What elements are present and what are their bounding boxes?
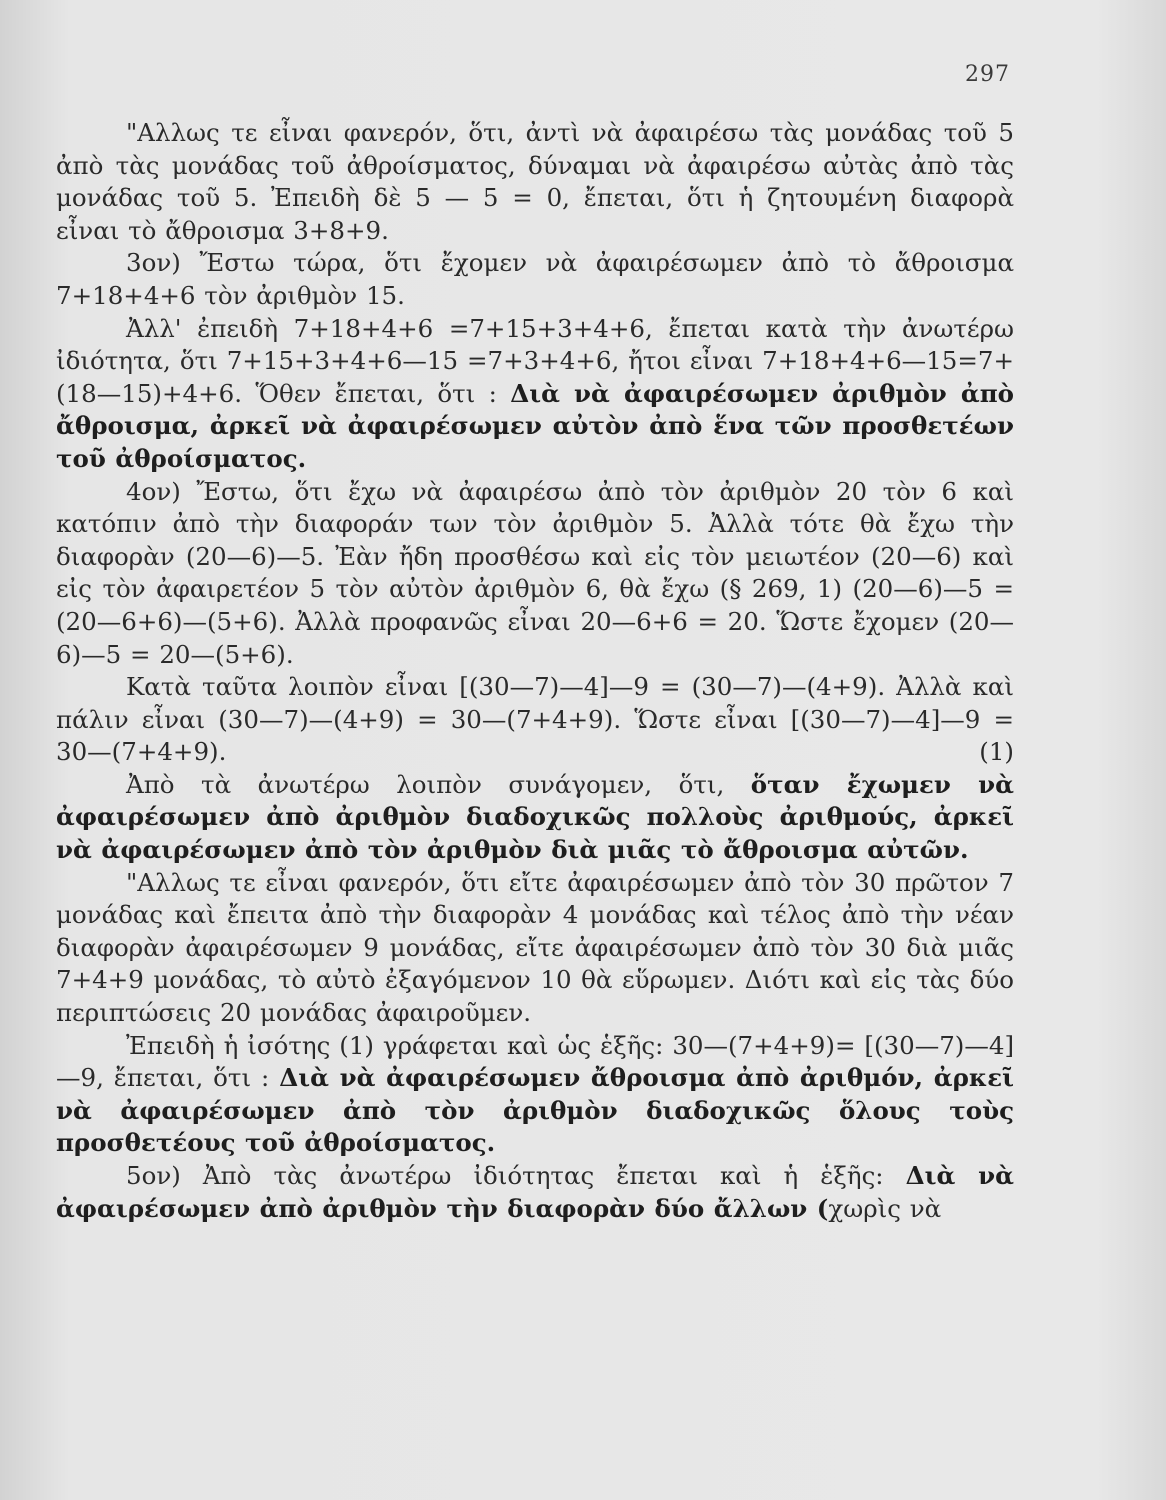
page-number: 297: [965, 62, 1010, 87]
body-text: Κατὰ ταῦτα λοιπὸν εἶναι [(30—7)—4]—9 = (30—7)—(4+9). Ἀλλὰ καὶ πάλιν εἶναι (30—7)—(4+9) = 30—(7+4+9). Ὥστε εἶναι [(30—7)—4]—9 = 30—(7+4+9).: [56, 672, 1014, 767]
paragraph: [56, 117, 1014, 247]
paragraph: [56, 313, 1014, 476]
body-text: 3ον) Ἔστω τώρα, ὅτι ἔχομεν νὰ ἀφαιρέσωμεν ἀπὸ τὸ ἄθροισμα 7+18+4+6 τὸν ἀριθμὸν 15.: [56, 248, 1014, 310]
body-text: 5ον) Ἀπὸ τὰς ἀνωτέρω ἰδιότητας ἔπεται καὶ ἡ ἑξῆς:: [126, 1161, 906, 1190]
equation-number: (1): [979, 737, 1014, 767]
paragraph: [56, 867, 1014, 1030]
bold-text: Διὰ νὰ ἀφαιρέσωμεν ἀπὸ ἀριθμὸν τὴν διαφορὰν δύο ἄλλων (: [56, 1161, 1015, 1223]
paragraph: [56, 247, 1014, 312]
paragraph: [56, 1030, 1014, 1160]
paragraph: [56, 1160, 1014, 1225]
body-text: χωρὶς νὰ: [828, 1193, 942, 1223]
body-text: Ἐπειδὴ ἡ ἰσότης (1) γράφεται καὶ ὡς ἑξῆς: 30—(7+4+9)= [(30—7)—4]—9, ἔπεται, ὅτι :: [56, 1030, 1014, 1093]
paragraph: [56, 476, 1014, 672]
body-text: 4ον) Ἔστω, ὅτι ἔχω νὰ ἀφαιρέσω ἀπὸ τὸν ἀριθμὸν 20 τὸν 6 καὶ κατόπιν ἀπὸ τὴν διαφοράν των τὸν ἀριθμὸν 5. Ἀλλὰ τότε θὰ ἔχω τὴν διαφορὰν (20—6)—5. Ἐὰν ἤδη προσθέσω καὶ εἰς τὸν μειωτέον (20—6) καὶ εἰς τὸν ἀφαιρετέον 5 τὸν αὐτὸν ἀριθμὸν 6, θὰ ἔχω (§ 269, 1) (20—6)—5 = (20—6+6)—(5+6). Ἀλλὰ προφανῶς εἶναι 20—6+6 = 20. Ὥστε ἔχομεν (20—6)—5 = 20—(5+6).: [56, 476, 1014, 669]
body-text: Ἀπὸ τὰ ἀνωτέρω λοιπὸν συνάγομεν, ὅτι,: [126, 769, 751, 799]
bold-text: Διὰ νὰ ἀφαιρέσωμεν ἄθροισμα ἀπὸ ἀριθμόν, ἀρκεῖ νὰ ἀφαιρέσωμεν ἀπὸ τὸν ἀριθμὸν διαδοχικῶς ὅλους τοὺς προσθετέους τοῦ ἀθροίσματος.: [56, 1063, 1014, 1158]
body-text: "Αλλως τε εἶναι φανερόν, ὅτι εἴτε ἀφαιρέσωμεν ἀπὸ τὸν 30 πρῶτον 7 μονάδας καὶ ἔπειτα ἀπὸ τὴν διαφορὰν 4 μονάδας καὶ τέλος ἀπὸ τὴν νέαν διαφορὰν ἀφαιρέσωμεν 9 μονάδας, εἴτε ἀφαιρέσωμεν ἀπὸ τὸν 30 διὰ μιᾶς 7+4+9 μονάδας, τὸ αὐτὸ ἐξαγόμενον 10 θὰ εὕρωμεν. Διότι καὶ εἰς τὰς δύο περιπτώσεις 20 μονάδας ἀφαιροῦμεν.: [56, 867, 1014, 1028]
bold-text: Διὰ νὰ ἀφαιρέσωμεν ἀριθμὸν ἀπὸ ἄθροισμα, ἀρκεῖ νὰ ἀφαιρέσωμεν αὐτὸν ἀπὸ ἕνα τῶν προσθετέων τοῦ ἀθροίσματος.: [56, 378, 1014, 473]
paragraph: [56, 671, 1014, 769]
body-text: "Αλλως τε εἶναι φανερόν, ὅτι, ἀντὶ νὰ ἀφαιρέσω τὰς μονάδας τοῦ 5 ἀπὸ τὰς μονάδας τοῦ ἀθροίσματος, δύναμαι νὰ ἀφαιρέσω αὐτὰς ἀπὸ τὰς μονάδας τοῦ 5. Ἐπειδὴ δὲ 5 — 5 = 0, ἔπεται, ὅτι ἡ ζητουμένη διαφορὰ εἶναι τὸ ἄθροισμα 3+8+9.: [56, 118, 1014, 245]
text-body: [56, 117, 1014, 1225]
bold-text: ὅταν ἔχωμεν νὰ ἀφαιρέσωμεν ἀπὸ ἀριθμὸν διαδοχικῶς πολλοὺς ἀριθμούς, ἀρκεῖ νὰ ἀφαιρέσωμεν ἀπὸ τὸν ἀριθμὸν διὰ μιᾶς τὸ ἄθροισμα αὐτῶν.: [56, 769, 1014, 865]
paragraph: [56, 769, 1014, 867]
body-text: Ἀλλ' ἐπειδὴ 7+18+4+6 =7+15+3+4+6, ἔπεται κατὰ τὴν ἀνωτέρω ἰδιότητα, ὅτι 7+15+3+4+6—15 =7+3+4+6, ἤτοι εἶναι 7+18+4+6—15=7+(18—15)+4+6. Ὅθεν ἔπεται, ὅτι :: [56, 313, 1014, 408]
